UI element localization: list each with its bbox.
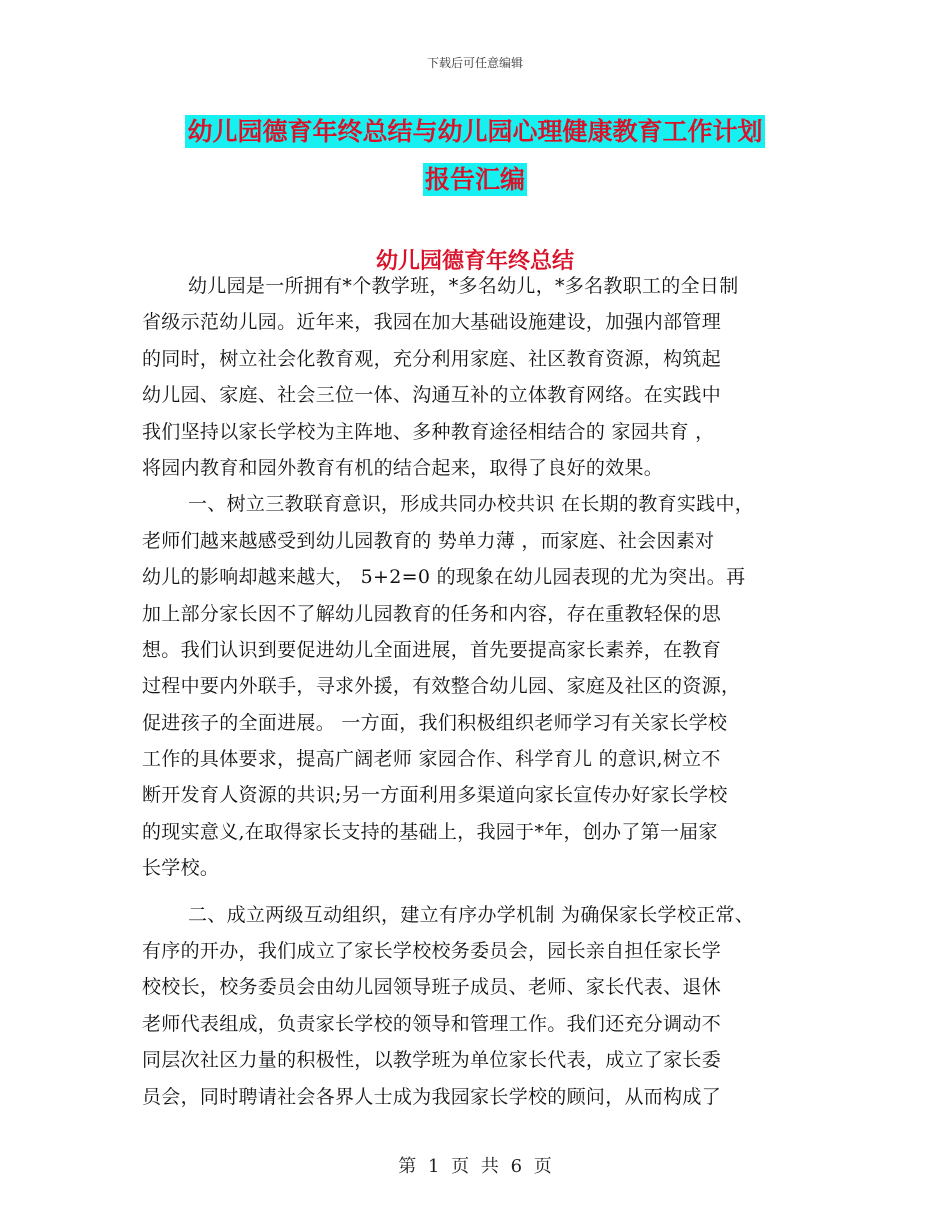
paragraph-line: 幼儿园、家庭、社会三位一体、沟通互补的立体教育网络。在实践中 (142, 384, 722, 407)
paragraph-line: 省级示范幼儿园。近年来，我园在加大基础设施建设，加强内部管理 (142, 311, 722, 334)
paragraph-line: 过程中要内外联手，寻求外援，有效整合幼儿园、家庭及社区的资源， (142, 675, 741, 698)
paragraph-line: 的同时，树立社会化教育观，充分利用家庭、社区教育资源，构筑起 (142, 347, 722, 370)
title-line-1: 幼儿园德育年终总结与幼儿园心理健康教育工作计划 (187, 117, 763, 146)
paragraph-line: 促进孩子的全面进展。 一方面，我们积极组织老师学习有关家长学校 (142, 711, 728, 734)
paragraph-line: 我们坚持以家长学校为主阵地、多种教育途径相结合的 家园共育 ， (142, 420, 715, 443)
paragraph-line: 断开发育人资源的共识;另一方面利用多渠道向家长宣传办好家长学校 (142, 784, 728, 807)
paragraph-line: 将园内教育和园外教育有机的结合起来，取得了良好的效果。 (142, 456, 664, 479)
paragraph-line: 一、树立三教联育意识，形成共同办校共识 在长期的教育实践中， (188, 493, 755, 516)
paragraph-line: 工作的具体要求，提高广阔老师 家园合作、科学育儿 的意识,树立不 (142, 748, 721, 771)
page-footer: 第 1 页 共 6 页 (398, 1156, 552, 1177)
paragraph-line: 的现实意义,在取得家长支持的基础上，我园于*年，创办了第一届家 (142, 820, 718, 843)
paragraph-line: 同层次社区力量的积极性，以教学班为单位家长代表，成立了家长委 (142, 1049, 722, 1072)
paragraph-line: 加上部分家长因不了解幼儿园教育的任务和内容，存在重教轻保的思 (142, 602, 722, 625)
paragraph-line: 幼儿的影响却越来越大， 5+2=0 的现象在幼儿园表现的尤为突出。再 (142, 566, 746, 589)
paragraph-line: 想。我们认识到要促进幼儿全面进展，首先要提高家长素养，在教育 (142, 638, 722, 661)
paragraph-line: 二、成立两级互动组织，建立有序办学机制 为确保家长学校正常、 (188, 903, 755, 926)
header-note: 下载后可任意编辑 (426, 56, 523, 70)
section-title: 幼儿园德育年终总结 (375, 249, 574, 274)
paragraph-line: 有序的开办，我们成立了家长学校校务委员会，园长亲自担任家长学 (142, 940, 722, 963)
body-text (142, 268, 822, 1115)
paragraph-line: 老师代表组成，负责家长学校的领导和管理工作。我们还充分调动不 (142, 1012, 722, 1035)
title-line-2: 报告汇编 (424, 165, 525, 194)
paragraph-line: 员会，同时聘请社会各界人士成为我园家长学校的顾问，从而构成了 (142, 1085, 722, 1108)
paragraph-line: 幼儿园是一所拥有*个教学班，*多名幼儿，*多名教职工的全日制 (188, 275, 739, 297)
paragraph-line: 校校长，校务委员会由幼儿园领导班子成员、老师、家长代表、退休 (142, 976, 722, 999)
paragraph-line: 长学校。 (142, 857, 220, 880)
paragraph-line: 老师们越来越感受到幼儿园教育的 势单力薄 ，而家庭、社会因素对 (142, 529, 715, 552)
document-title (140, 108, 810, 204)
